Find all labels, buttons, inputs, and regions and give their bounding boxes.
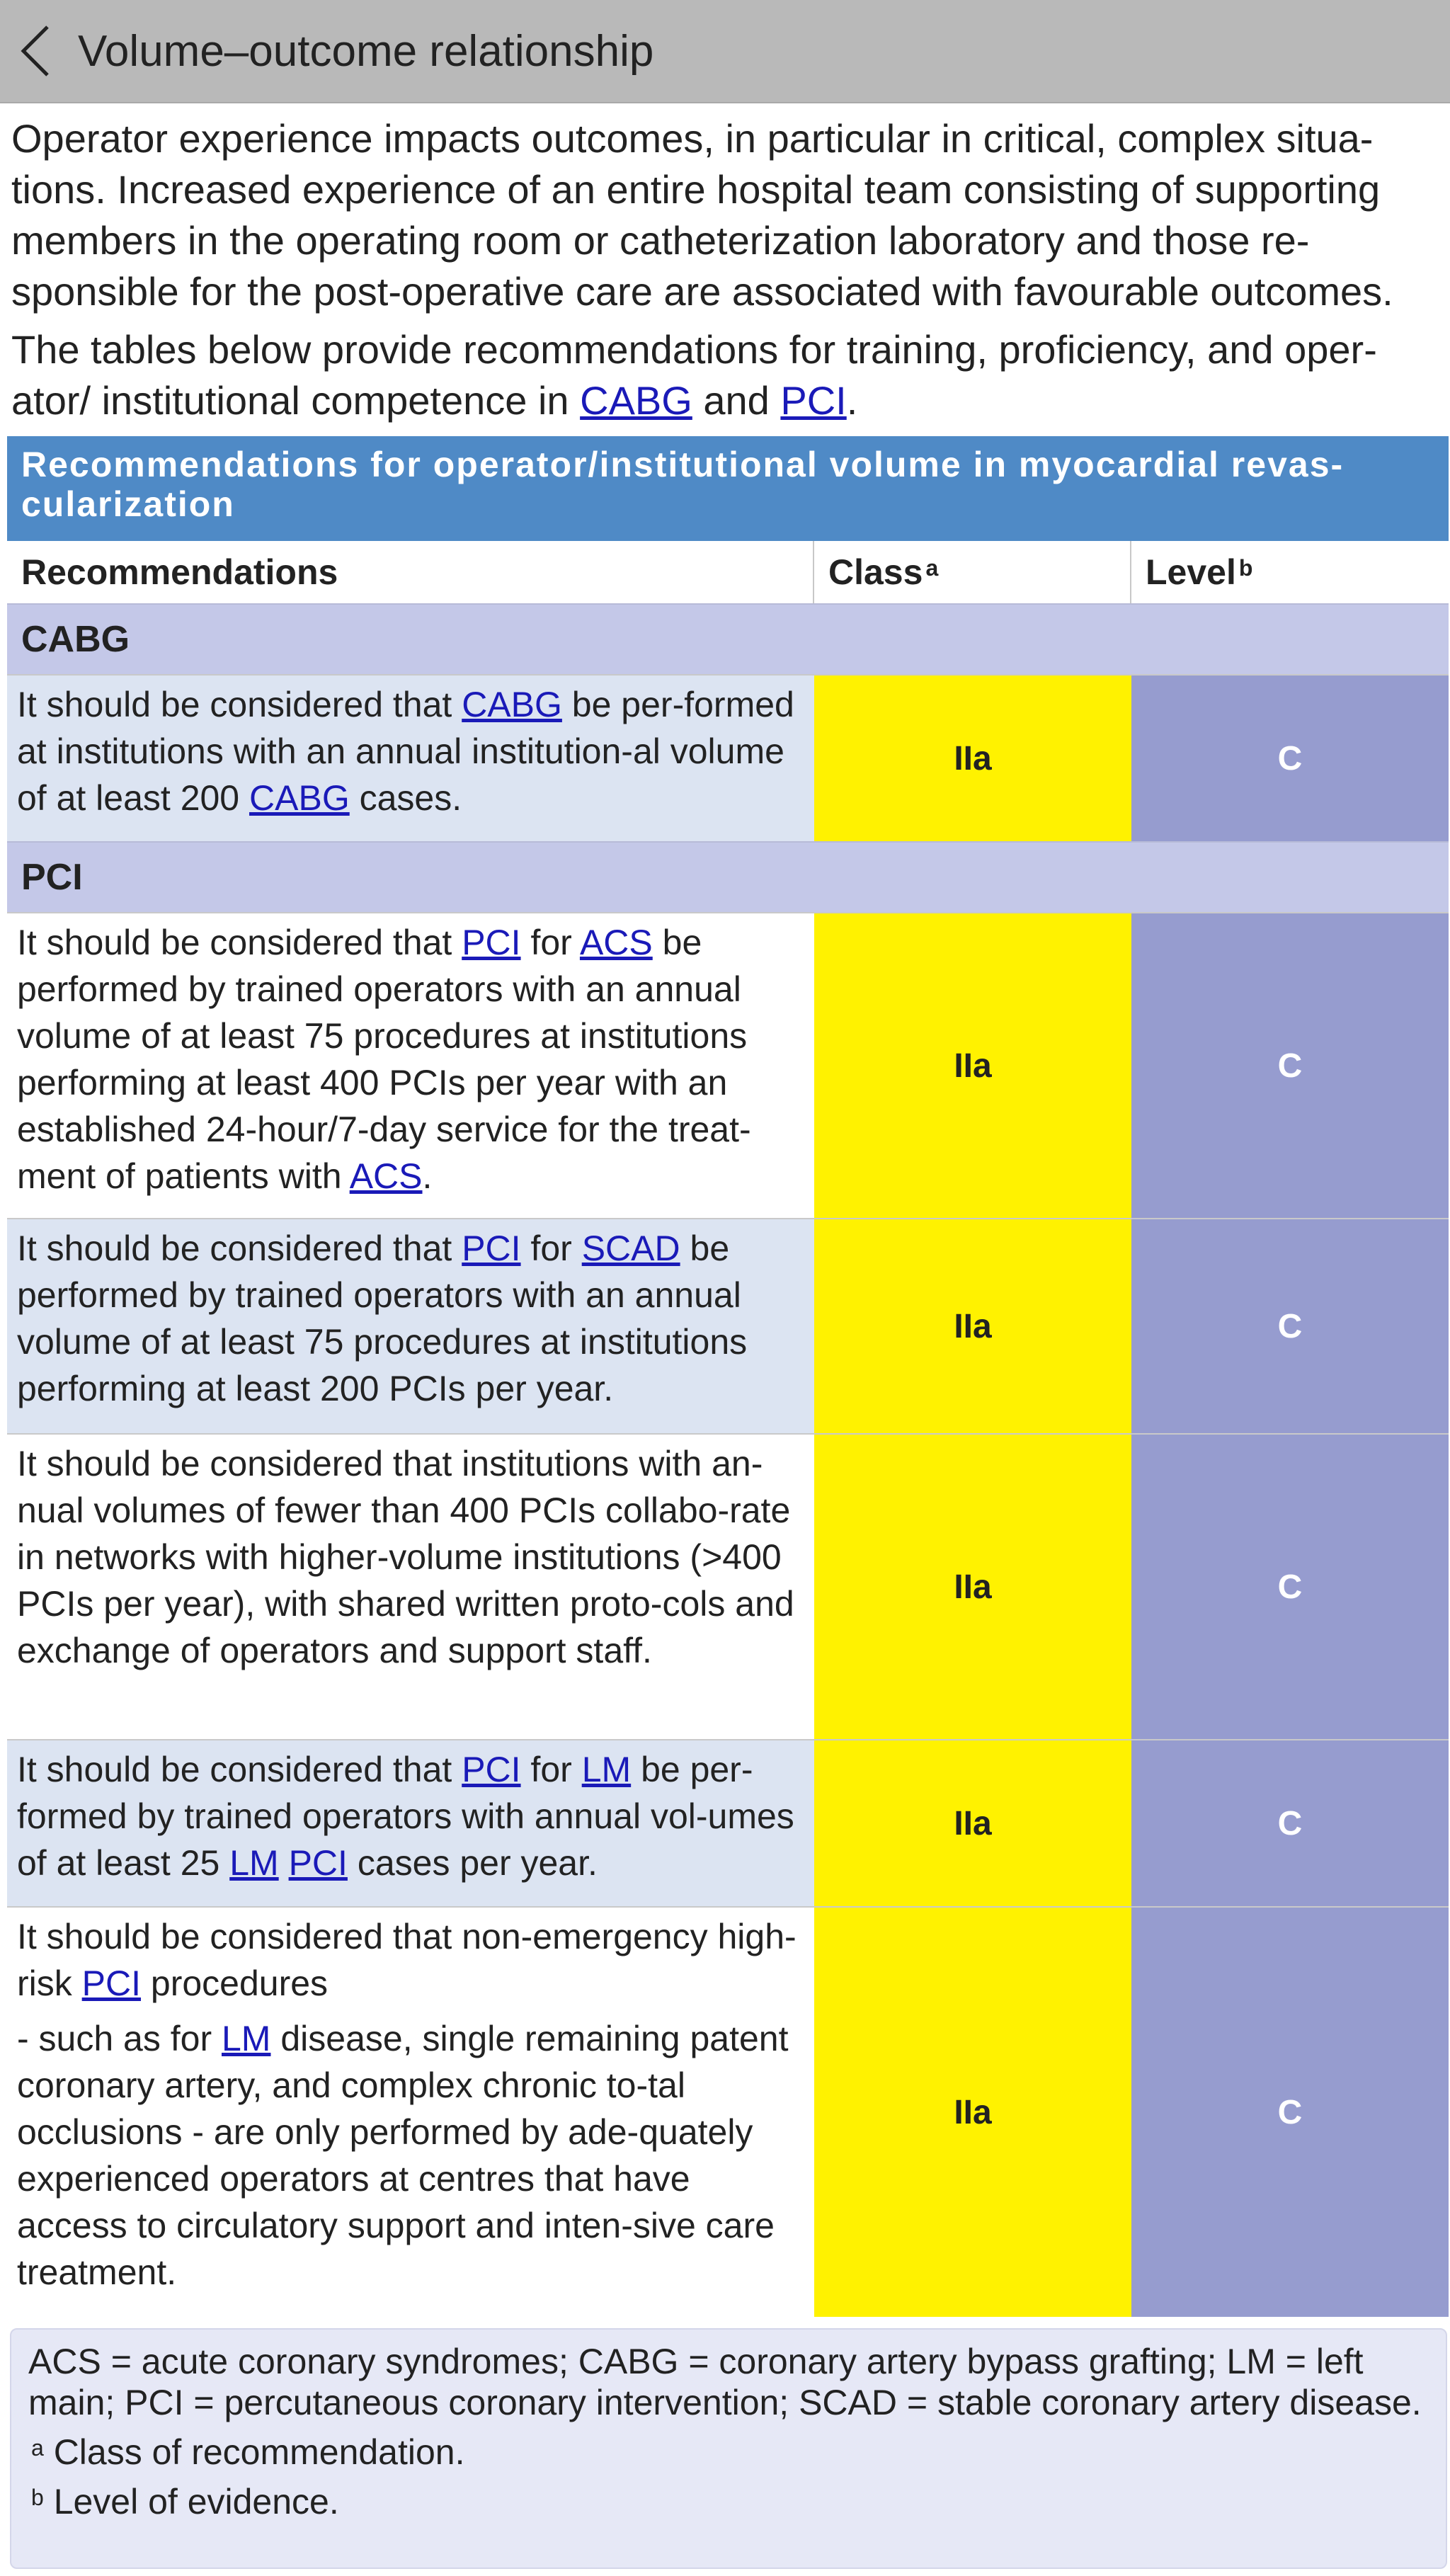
text-span: for <box>520 1229 582 1268</box>
table-header-row <box>7 541 1449 603</box>
header-class <box>814 541 1131 603</box>
header-level-footnote-mark: b <box>1238 554 1253 581</box>
text-span: cases per year. <box>347 1843 598 1883</box>
chevron-left-icon <box>18 23 53 79</box>
section-row-cabg: CABG <box>7 603 1449 674</box>
table-title: Recommendations for operator/institutional volume in myocardial revas-cularization <box>7 436 1449 541</box>
acs-link[interactable]: ACS <box>579 923 653 962</box>
text-span: - such as for <box>17 2019 222 2058</box>
text-span: It should be considered that <box>17 685 462 724</box>
table-row <box>7 1739 1449 1906</box>
text-span: It should be considered that non-emergency high-risk <box>17 1917 797 2003</box>
section-row-pci: PCI <box>7 841 1449 912</box>
text-span <box>279 1843 289 1883</box>
footnote-b <box>28 2481 1432 2522</box>
text-span: for <box>520 1750 582 1789</box>
table-row <box>7 1906 1449 2317</box>
recommendation-text <box>7 1740 814 1906</box>
back-button[interactable] <box>0 0 71 103</box>
class-cell: IIa <box>814 676 1131 841</box>
level-cell: C <box>1131 1219 1449 1433</box>
intro-text-span: The tables below provide recommendations for training, proficiency, and oper-ator/ institutional competence in <box>11 327 1377 423</box>
navigation-bar <box>0 0 1450 103</box>
footnote-text: Level of evidence. <box>43 2482 339 2521</box>
level-cell: C <box>1131 1435 1449 1739</box>
text-span: It should be considered that <box>17 1229 462 1268</box>
recommendations-table <box>7 436 1449 2317</box>
level-cell: C <box>1131 676 1449 841</box>
text-span: It should be considered that <box>17 923 462 962</box>
text-span: be performed by trained operators with an annual volume of at least 75 procedures at institutions performing at least 400 PCIs per year with an established 24-hour/7-day service for the treat-ment of patients with <box>17 923 751 1196</box>
intro-text-span: . <box>846 378 858 423</box>
lm-link[interactable]: LM <box>581 1750 632 1789</box>
recommendation-text <box>7 913 814 1218</box>
level-cell: C <box>1131 913 1449 1218</box>
pci-link[interactable]: PCI <box>81 1964 142 2003</box>
text-paragraph <box>17 1913 807 2007</box>
level-cell: C <box>1131 1740 1449 1906</box>
footnote-text: Class of recommendation. <box>43 2432 465 2472</box>
text-span: . <box>422 1156 433 1196</box>
pci-link[interactable]: PCI <box>462 1229 521 1268</box>
pci-link[interactable]: PCI <box>462 1750 521 1789</box>
recommendation-text <box>7 1219 814 1433</box>
class-cell: IIa <box>814 1219 1131 1433</box>
text-span: be per-formed at institutions with an annual institution-al volume of at least 200 <box>17 685 794 818</box>
recommendation-text <box>7 676 814 841</box>
text-span: be per-formed by trained operators with annual vol-umes of at least 25 <box>17 1750 794 1883</box>
pci-link[interactable]: PCI <box>462 923 521 962</box>
abbreviations-text: ACS = acute coronary syndromes; CABG = coronary artery bypass grafting; LM = left main; PCI = percutaneous coronary intervention; SCAD = stable coronary artery disease. <box>28 2342 1422 2422</box>
intro-text-span: and <box>692 378 781 423</box>
text-span: be performed by trained operators with an annual volume of at least 75 procedures at institutions performing at least 200 PCIs per year. <box>17 1229 748 1408</box>
lm-link[interactable]: LM <box>222 2019 271 2058</box>
acs-link[interactable]: ACS <box>349 1156 423 1196</box>
class-cell: IIa <box>814 1435 1131 1739</box>
header-recommendations-label: Recommendations <box>21 552 338 592</box>
level-cell: C <box>1131 1908 1449 2317</box>
pci-link[interactable]: PCI <box>780 378 847 423</box>
pci-link[interactable]: PCI <box>288 1843 348 1883</box>
footnote-mark: b <box>31 2485 44 2510</box>
footnote-a <box>28 2432 1432 2473</box>
table-row <box>7 674 1449 841</box>
scad-link[interactable]: SCAD <box>581 1229 680 1268</box>
header-level-label: Level <box>1146 552 1236 592</box>
header-level <box>1131 541 1449 603</box>
table-row <box>7 912 1449 1218</box>
text-span: for <box>520 923 580 962</box>
text-span: It should be considered that <box>17 1750 462 1789</box>
header-class-footnote-mark: a <box>925 554 939 581</box>
text-span: procedures <box>141 1964 329 2003</box>
class-cell: IIa <box>814 913 1131 1218</box>
header-recommendations <box>7 541 814 603</box>
text-span: cases. <box>349 778 462 818</box>
text-span: disease, single remaining patent coronary artery, and complex chronic to-tal occlusions - are only performed by ade-quately experienced operators at centres that have access to circulatory support and inten-sive care treatment. <box>17 2019 789 2292</box>
table-row <box>7 1218 1449 1433</box>
header-class-label: Class <box>828 552 923 592</box>
intro-text <box>0 103 1450 426</box>
recommendation-text: It should be considered that institutions with an-nual volumes of fewer than 400 PCIs collabo-rate in networks with higher-volume institutions (>400 PCIs per year), with shared written proto-cols and exchange of operators and support staff. <box>17 1444 794 1670</box>
recommendation-text <box>7 1908 814 2317</box>
text-paragraph <box>17 2015 807 2296</box>
page-title: Volume–outcome relationship <box>78 26 654 76</box>
intro-paragraph-2 <box>11 324 1439 426</box>
class-cell: IIa <box>814 1908 1131 2317</box>
footnote-mark: a <box>31 2435 44 2461</box>
footnote-box <box>10 2328 1447 2569</box>
cabg-link[interactable]: CABG <box>249 778 350 818</box>
table-row <box>7 1433 1449 1739</box>
cabg-link[interactable]: CABG <box>580 378 692 423</box>
class-cell: IIa <box>814 1740 1131 1906</box>
lm-link[interactable]: LM <box>229 1843 279 1883</box>
cabg-link[interactable]: CABG <box>462 685 562 724</box>
intro-paragraph-1: Operator experience impacts outcomes, in particular in critical, complex situa-tions. Increased experience of an entire hospital team consisting of supporting members in the operating room or catheterization laboratory and those re-sponsible for the post-operative care are associated with favourable outcomes. <box>11 116 1393 314</box>
